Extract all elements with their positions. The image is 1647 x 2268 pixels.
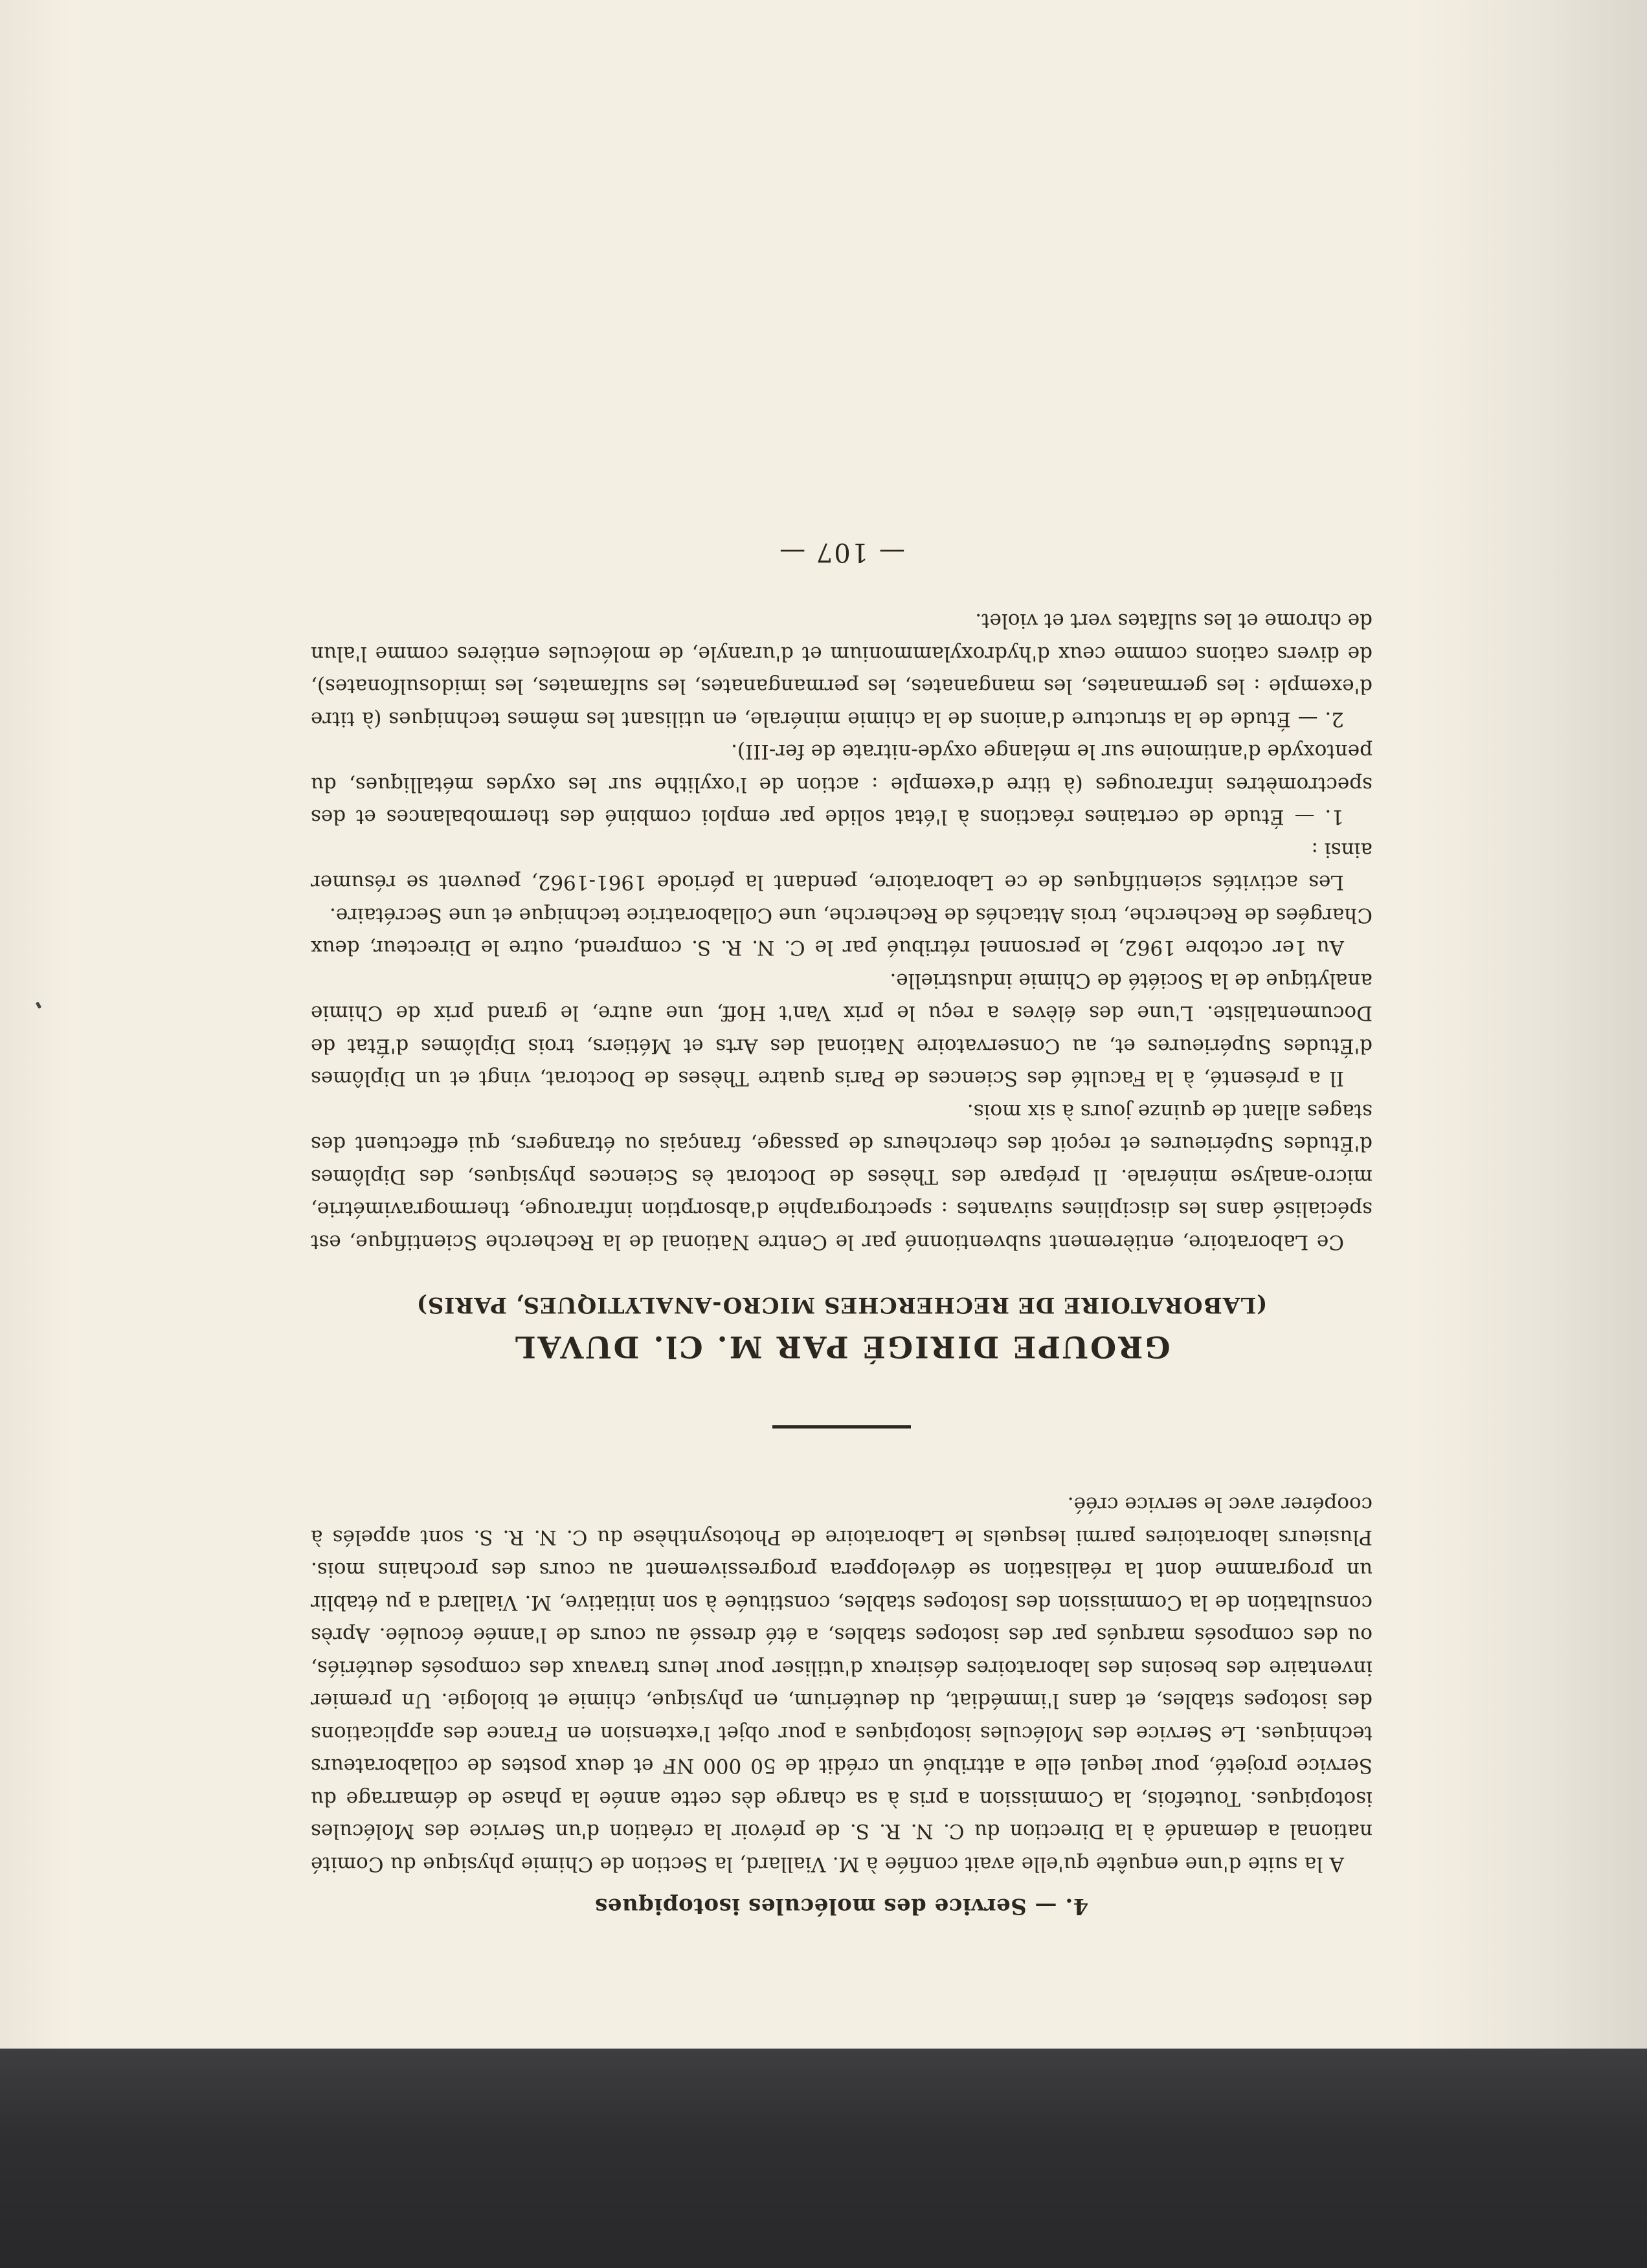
printed-text-block — [311, 239, 1372, 1919]
group-paragraph: 2. — Étude de la structure d'anions de la chimie minérale, en utilisant les mêmes techniques (à titre d'exemple : les germanates, les manganates, les permanganates, les sulfamates, les imidosulfonates), de divers cations comme ceux d'hydroxylammonium et d'uranyle, de molécules entières comme l'alun de chrome et les sulfates vert et violet. — [311, 609, 1372, 731]
section-divider-rule — [772, 1425, 911, 1429]
page-number: — 107 — — [778, 537, 905, 567]
group-paragraph: Ce Laboratoire, entièrement subventionné par le Centre National de la Recherche Scientifique, est spécialisé dans les disciplines suivantes : spectrographie d'absorption infrarouge, thermogravimétrie, micro-analyse minérale. Il prépare des Thèses de Doctorat ès Sciences physiques, des Diplômes d'Études Supérieures et reçoit des chercheurs de passage, français ou étrangers, qui effectuent des stages allant de quinze jours à six mois. — [311, 1100, 1372, 1254]
group-paragraph: Il a présenté, à la Faculté des Sciences de Paris quatre Thèses de Doctorat, vingt et un Diplômes d'Études Supérieures et, au Conservatoire National des Arts et Métiers, trois Diplômes d'État de Documentaliste. L'une des élèves a reçu le prix Van't Hoff, une autre, le grand prix de Chimie analytique de la Société de Chimie industrielle. — [311, 969, 1372, 1091]
group-paragraph: Au 1er octobre 1962, le personnel rétribué par le C. N. R. S. comprend, outre le Directeur, deux Chargées de Recherche, trois Attachés de Recherche, une Collaboratrice technique et une Secrétaire. — [311, 904, 1372, 960]
group-paragraph: Les activités scientifiques de ce Laboratoire, pendant la période 1961-1962, peuvent se résumer ainsi : — [311, 838, 1372, 895]
group-title: GROUPE DIRIGÉ PAR M. Cl. DUVAL — [513, 1329, 1171, 1364]
group-paragraph: 1. — Étude de certaines réactions à l'état solide par emploi combiné des thermobalances et des spectromètres infrarouges (à titre d'exemple : action de l'oxylithe sur les oxydes métalliques, du pentoxyde d'antimoine sur le mélange oxyde-nitrate de fer-III). — [311, 740, 1372, 829]
section-4-heading: 4. — Service des molécules isotopiques — [594, 1893, 1089, 1919]
group-subtitle: (LABORATOIRE DE RECHERCHES MICRO-ANALYTIQUES, PARIS) — [416, 1292, 1268, 1318]
section-4-paragraph: A la suite d'une enquête qu'elle avait confiée à M. Viallard, la Section de Chimie physique du Comité national a demandé à la Direction du C. N. R. S. de prévoir la création d'un Service des Molécules isotopiques. Toutefois, la Commission a pris à sa charge dès cette année la phase de démarrage du Service projeté, pour lequel elle a attribué un crédit de 50 000 NF et deux postes de collaborateurs techniques. Le Service des Molécules isotopiques a pour objet l'extension en France des applications des isotopes stables, et dans l'immédiat, du deutérium, en physique, chimie et biologie. Un premier inventaire des besoins des laboratoires désireux d'utiliser pour leurs travaux des composés deutériés, ou des composés marqués par des isotopes stables, a été dressé au cours de l'année écoulée. Après consultation de la Commission des Isotopes stables, constituée à son initiative, M. Viallard a pu établir un programme dont la réalisation se développera progressivement au cours des prochains mois. Plusieurs laboratoires parmi lesquels le Laboratoire de Photosynthèse du C. N. R. S. sont appelés à coopérer avec le service créé. — [311, 1493, 1372, 1876]
scanner-background-strip — [0, 2049, 1647, 2268]
page-shadow-right — [1414, 0, 1647, 2049]
page-shadow-left — [0, 0, 71, 2049]
